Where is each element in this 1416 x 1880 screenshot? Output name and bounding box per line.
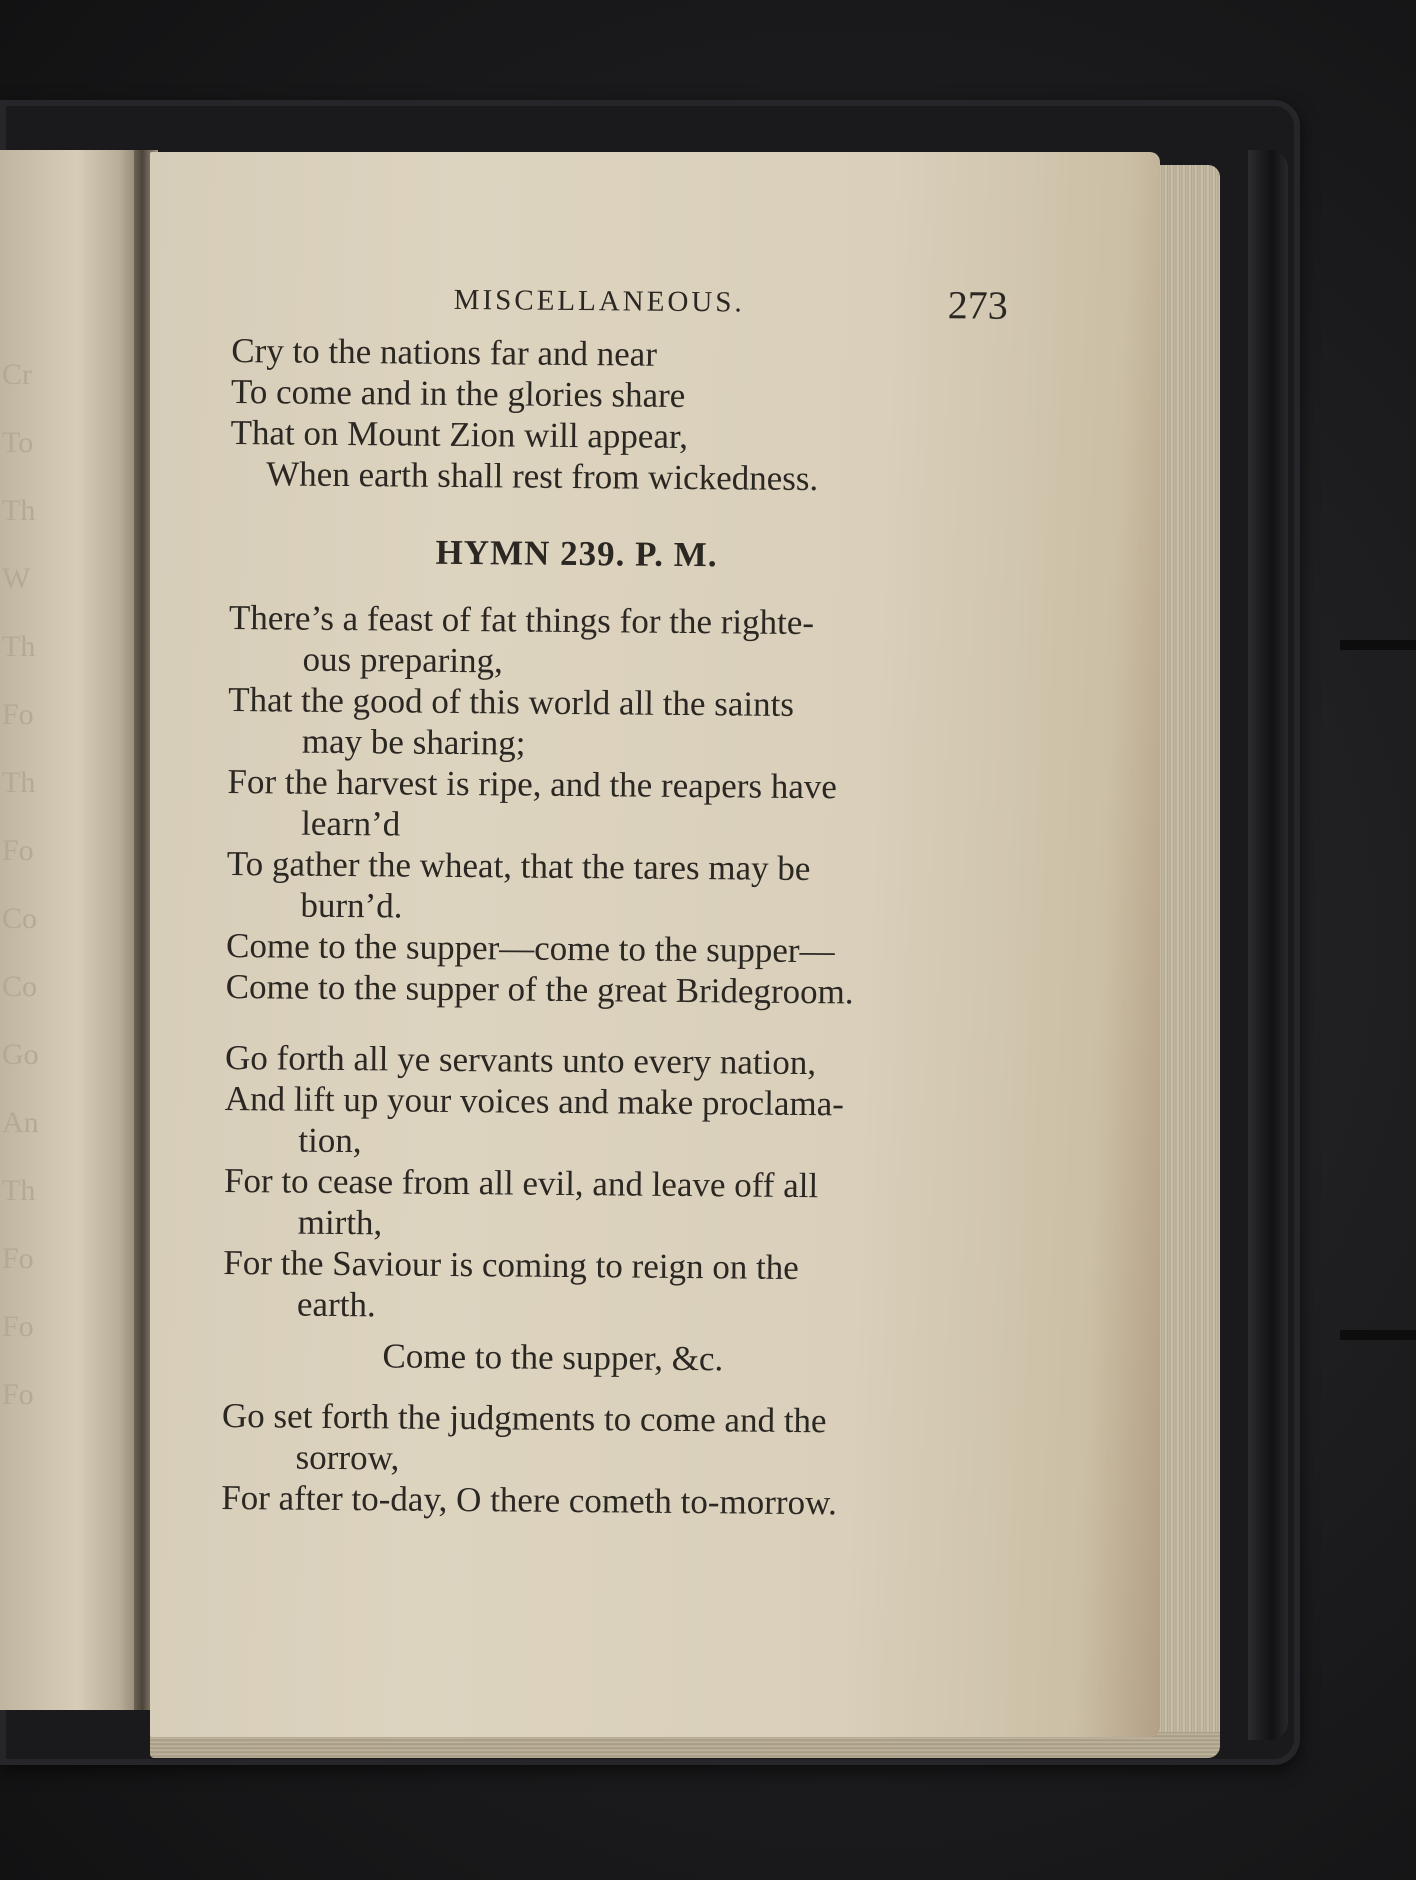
page-text (221, 270, 1032, 1555)
facing-page-fragment: Th (2, 1176, 36, 1206)
verse-line: sorrow, (295, 1437, 400, 1478)
verse-line: For the Saviour is coming to reign on the (223, 1242, 799, 1287)
facing-page-fragment: Fo (2, 1244, 34, 1274)
facing-page-fragment: Fo (2, 1312, 34, 1342)
facing-page-fragment: Fo (2, 1380, 34, 1410)
facing-page-fragment: Co (2, 972, 38, 1002)
verse-line: And lift up your voices and make proclama- (224, 1078, 845, 1124)
stanza-2 (223, 1037, 1025, 1331)
verse-line: That the good of this world all the saints (228, 679, 795, 724)
left-facing-page (0, 150, 140, 1710)
verse-line: To gather the wheat, that the tares may be (226, 843, 811, 889)
verse-line: To come and in the glories share (230, 371, 686, 415)
verse-line: Cry to the nations far and near (231, 330, 658, 374)
verse-line: For to cease from all evil, and leave off all (223, 1160, 819, 1206)
verse-line: Come to the supper—come to the supper— (225, 925, 835, 971)
verse-line: For the harvest is ripe, and the reapers have (227, 761, 838, 807)
verse-line: may be sharing; (301, 721, 526, 763)
facing-page-fragment: Go (2, 1040, 39, 1070)
verse-line: Go forth all ye servants unto every nation, (224, 1037, 817, 1083)
verse-line: tion, (298, 1120, 362, 1161)
facing-page-fragment: An (2, 1108, 39, 1138)
verse-line: mirth, (297, 1202, 383, 1243)
running-head: MISCELLANEOUS. (453, 283, 745, 319)
verse-line: burn’d. (300, 885, 403, 926)
facing-page-fragment: Th (2, 496, 36, 526)
facing-page-fragment: Fo (2, 700, 34, 730)
facing-page-fragment: To (2, 428, 34, 458)
verse-line: earth. (296, 1284, 376, 1325)
verse-line: There’s a feast of fat things for the righte- (228, 597, 815, 643)
verse-line: When earth shall rest from wickedness. (266, 454, 819, 499)
verse-line: Come to the supper of the great Bridegroom. (225, 966, 854, 1012)
facing-page-fragment: W (2, 564, 31, 594)
stanza-3 (221, 1395, 1022, 1525)
facing-page-fragment: Fo (2, 836, 34, 866)
page-stack-edge (1150, 165, 1220, 1745)
verses-top (230, 330, 1031, 501)
facing-page-fragment: Cr (2, 360, 32, 390)
verse-line: Go set forth the judgments to come and the (221, 1395, 827, 1441)
stanza-1 (226, 597, 1030, 1014)
backdrop-stripe (1340, 640, 1416, 650)
hymn-title: HYMN 239. P. M. (435, 532, 718, 575)
verse-line: ous preparing, (302, 639, 504, 681)
book-cover-edge (1248, 150, 1288, 1740)
verse-line: That on Mount Zion will appear, (230, 412, 689, 456)
facing-page-fragment: Th (2, 768, 36, 798)
facing-page-fragment: Co (2, 904, 38, 934)
chorus-reference: Come to the supper, &c. (382, 1336, 724, 1379)
verse-line: For after to-day, O there cometh to-morrow. (221, 1477, 837, 1523)
facing-page-fragment: Th (2, 632, 36, 662)
page-number: 273 (947, 282, 1008, 328)
backdrop-stripe (1340, 1330, 1416, 1340)
page-header (231, 270, 1031, 337)
verse-line: learn’d (301, 803, 401, 844)
